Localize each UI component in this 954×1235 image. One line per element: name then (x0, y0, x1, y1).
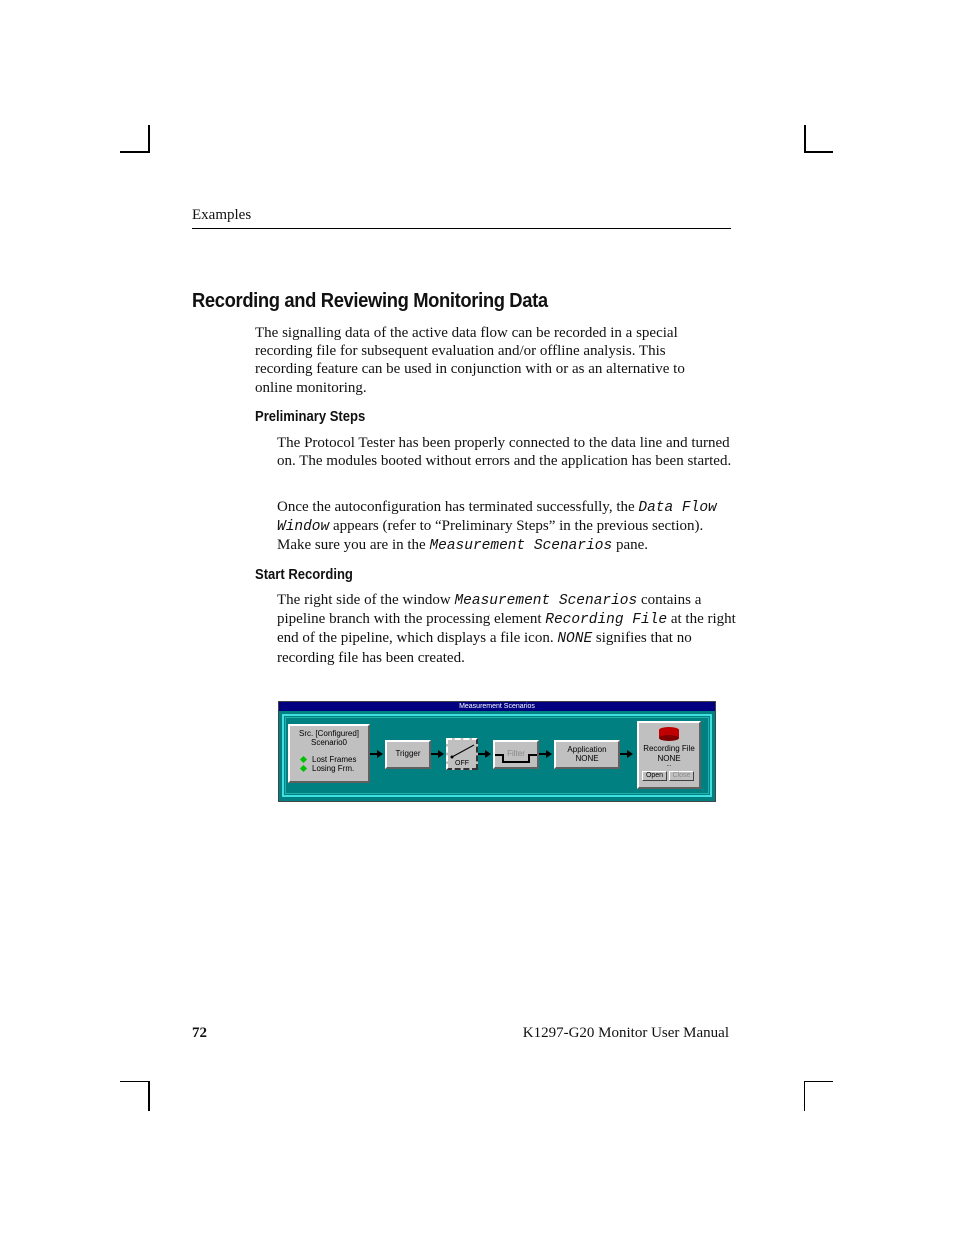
text-run: at the right end of the pipeline, which displays a file icon. (277, 611, 736, 647)
close-button[interactable]: Close (669, 771, 694, 781)
section-title: Recording and Reviewing Monitoring Data (192, 290, 548, 312)
crop-mark-bottom-left-h (120, 1081, 150, 1082)
status-ok-icon (300, 756, 307, 763)
crop-mark-top-left-v (148, 125, 150, 153)
start-recording-paragraph (277, 591, 737, 667)
bypass-line-icon (495, 742, 537, 767)
source-line-2: Scenario0 (310, 738, 348, 747)
arrow-right-icon (546, 750, 552, 758)
switch-element[interactable] (446, 738, 478, 770)
text-run: pane. (612, 537, 649, 554)
start-recording-heading: Start Recording (255, 567, 353, 583)
text-run: signifies that no recording file has been created. (277, 630, 692, 666)
source-element[interactable] (288, 724, 370, 783)
status-ok-icon (300, 765, 307, 772)
window-titlebar: Measurement Scenarios (279, 702, 715, 711)
recording-line-3: ... (666, 762, 672, 768)
code-measurement-scenarios: Measurement Scenarios (429, 538, 613, 555)
application-line-2: NONE (575, 754, 599, 763)
crop-mark-bottom-right-v (804, 1081, 805, 1111)
page-number: 72 (192, 1025, 207, 1041)
crop-mark-top-right-v (804, 125, 806, 153)
code-data-flow-window: Data Flow Window (277, 500, 717, 536)
preliminary-paragraph-1: The Protocol Tester has been properly connected to the data line and turned on. The modules booted without errors and the application has been started. (277, 435, 732, 470)
source-status-2: Losing Frm. (312, 764, 355, 773)
trigger-element[interactable] (385, 740, 431, 769)
crop-mark-bottom-left-v (148, 1081, 150, 1111)
recording-line-2: NONE (657, 754, 681, 763)
recording-file-element[interactable] (637, 721, 701, 789)
source-status-1: Lost Frames (312, 755, 357, 764)
filter-element[interactable] (493, 740, 539, 769)
file-icon (657, 726, 681, 742)
crop-mark-top-left-h (120, 151, 150, 153)
manual-title: K1297-G20 Monitor User Manual (522, 1025, 729, 1041)
text-run: Once the autoconfiguration has terminated successfully, the (277, 499, 639, 515)
filter-label: Filter (507, 749, 525, 758)
arrow-right-icon (485, 750, 491, 758)
text-run: appears (refer to “Preliminary Steps” in the previous section). Make sure you are in the (277, 518, 704, 554)
intro-paragraph: The signalling data of the active data flow can be recorded in a special recording file for subsequent evaluation and/or offline analysis. This recording feature can be used in conjunction with or as an alternative to online monitoring. (255, 325, 685, 396)
code-measurement-scenarios: Measurement Scenarios (454, 593, 638, 609)
header-rule (192, 228, 731, 229)
crop-mark-bottom-right-h (804, 1081, 833, 1082)
arrow-right-icon (438, 750, 444, 758)
arrow-right-icon (377, 750, 383, 758)
preliminary-steps-heading: Preliminary Steps (255, 409, 366, 425)
text-run: contains a pipeline branch with the processing element (277, 592, 702, 628)
text-run: The right side of the window (277, 592, 455, 608)
application-element[interactable] (554, 740, 620, 769)
source-line-1: Src. [Configured] (298, 729, 360, 738)
preliminary-paragraph-2 (277, 498, 737, 556)
recording-line-1: Recording File (643, 744, 695, 753)
code-recording-file: Recording File (545, 612, 668, 629)
running-header: Examples (192, 207, 252, 223)
arrow-right-icon (627, 750, 633, 758)
trigger-label: Trigger (395, 749, 421, 758)
crop-mark-top-right-h (804, 151, 833, 153)
switch-state: OFF (455, 760, 469, 767)
application-line-1: Application (567, 745, 607, 754)
switch-icon (449, 742, 477, 760)
open-button[interactable]: Open (642, 771, 667, 781)
measurement-scenarios-screenshot (278, 701, 716, 802)
code-none: NONE (557, 631, 593, 648)
